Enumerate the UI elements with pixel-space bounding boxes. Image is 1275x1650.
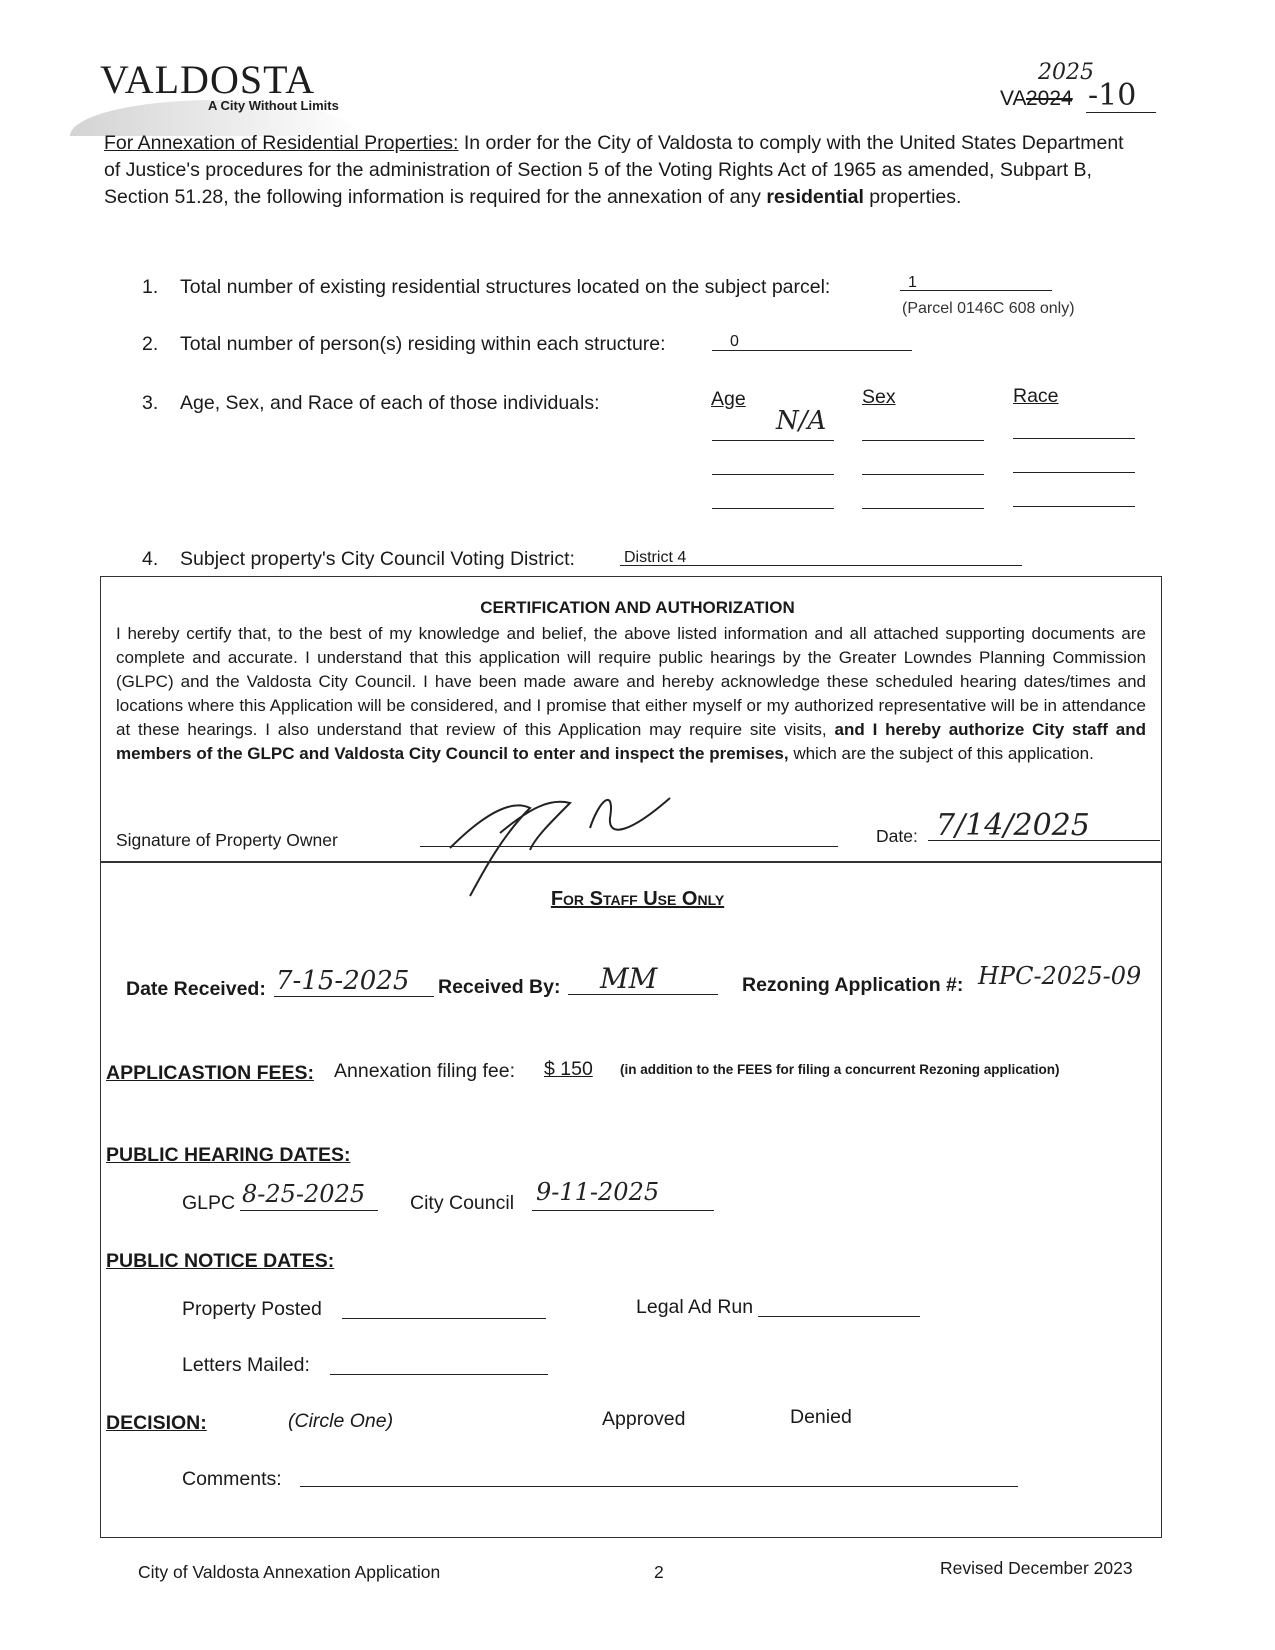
decision-label: DECISION: — [106, 1412, 207, 1434]
date-received-label: Date Received: — [126, 978, 266, 1000]
footer-page-number: 2 — [654, 1562, 664, 1582]
glpc-line — [240, 1210, 378, 1211]
logo-wordmark: VALDOSTA — [100, 57, 316, 102]
comments-line — [300, 1486, 1018, 1487]
q3-line — [712, 440, 834, 441]
fee-text: Annexation filing fee: — [334, 1060, 516, 1082]
form-prefix: VA — [1000, 87, 1027, 110]
certification-text: I hereby certify that, to the best of my knowledge and belief, the above listed information and all attached supporting documents are complete and accurate. I understand that this application will require public hearings by the Greater Lowndes Planning Commission (GLPC) and the Valdosta City Council. I have been made aware and hereby acknowledge these scheduled hearing dates/times and locations where this Application will be considered, and I promise that either myself or my authorized representative will be in attendance at these hearings. I also understand that review of this Application may require site visits, — [116, 624, 1146, 739]
letters-label: Letters Mailed: — [182, 1354, 310, 1376]
q4-number: 4. — [142, 548, 159, 570]
glpc-value: 8-25-2025 — [242, 1180, 366, 1208]
rezoning-value: HPC-2025-09 — [978, 962, 1142, 990]
signature-label: Signature of Property Owner — [116, 830, 338, 850]
form-number-underline — [1086, 112, 1156, 113]
q3-col-age: Age — [711, 388, 746, 410]
circle-one: (Circle One) — [288, 1410, 394, 1432]
footer-left: City of Valdosta Annexation Application — [138, 1562, 441, 1582]
comments-label: Comments: — [182, 1468, 282, 1490]
q3-line — [1013, 472, 1135, 473]
fee-note: (in addition to the FEES for filing a concurrent Rezoning application) — [620, 1062, 1060, 1077]
council-line — [532, 1210, 714, 1211]
q3-line — [1013, 506, 1135, 507]
q3-col-sex: Sex — [862, 386, 896, 408]
date-received-value: 7-15-2025 — [276, 966, 410, 996]
glpc-label: GLPC — [182, 1192, 236, 1214]
q1-label: Total number of existing residential structures located on the subject parcel: — [180, 276, 831, 298]
council-value: 9-11-2025 — [536, 1178, 660, 1206]
notice-label: PUBLIC NOTICE DATES: — [106, 1250, 335, 1272]
intro-text-end: properties. — [869, 186, 962, 208]
received-by-value: MM — [600, 962, 658, 995]
received-by-label: Received By: — [438, 976, 561, 998]
intro-paragraph — [104, 130, 1144, 211]
council-label: City Council — [410, 1192, 515, 1214]
intro-heading: For Annexation of Residential Properties: — [104, 132, 459, 154]
q1-note: (Parcel 0146C 608 only) — [902, 300, 1075, 317]
fees-label: APPLICASTION FEES: — [106, 1062, 315, 1084]
q3-line — [862, 508, 984, 509]
q3-line — [1013, 438, 1135, 439]
posted-line — [342, 1318, 546, 1319]
q1-answer-line — [900, 290, 1052, 291]
certification-authorization: and I hereby authorize City staff and members of the GLPC and Valdosta City Council to enter and inspect the premises, — [116, 720, 1146, 763]
certification-body — [116, 622, 1146, 766]
q3-line — [712, 474, 834, 475]
form-year-handwritten: 2025 — [1038, 60, 1094, 85]
date-received-line — [274, 996, 434, 997]
intro-bold-word: residential — [766, 186, 864, 208]
q4-label: Subject property's City Council Voting District: — [180, 548, 575, 570]
decision-approved: Approved — [602, 1408, 686, 1430]
letters-line — [330, 1374, 548, 1375]
q3-value: N/A — [776, 406, 827, 436]
date-value: 7/14/2025 — [936, 808, 1090, 843]
q1-number: 1. — [142, 276, 159, 298]
q4-value: District 4 — [624, 549, 687, 566]
certification-tail: which are the subject of this application. — [793, 744, 1094, 763]
legal-ad-label: Legal Ad Run — [636, 1296, 754, 1318]
rezoning-label: Rezoning Application #: — [742, 974, 964, 996]
q2-number: 2. — [142, 333, 159, 355]
q3-col-race: Race — [1013, 385, 1059, 407]
intro-text: In order for the City of Valdosta to comply with the United States Department of Justice's procedures for the administration of Section 5 of the Voting Rights Act of 1965 as amended, Subpart B, Section 51.28, the following information is required for the annexation of any — [104, 132, 1124, 208]
q3-line — [712, 508, 834, 509]
q3-number: 3. — [142, 392, 159, 414]
form-year-struck: 2024 — [1026, 87, 1073, 110]
footer-right: Revised December 2023 — [940, 1558, 1133, 1578]
date-line — [928, 840, 1160, 841]
q2-answer-line — [712, 350, 912, 351]
form-suffix: -10 — [1088, 78, 1137, 113]
received-by-line — [568, 994, 718, 995]
date-label: Date: — [876, 826, 918, 846]
fee-value: $ 150 — [544, 1058, 593, 1080]
q3-label: Age, Sex, and Race of each of those individuals: — [180, 392, 600, 414]
q2-label: Total number of person(s) residing within each structure: — [180, 333, 666, 355]
staff-title: For Staff Use Only — [550, 888, 725, 910]
hearing-label: PUBLIC HEARING DATES: — [106, 1144, 351, 1166]
q4-answer-line — [620, 565, 1022, 566]
q3-line — [862, 474, 984, 475]
form-number — [1000, 60, 1160, 112]
q2-value: 0 — [730, 333, 739, 350]
posted-label: Property Posted — [182, 1298, 322, 1320]
decision-denied: Denied — [790, 1406, 852, 1428]
q1-value: 1 — [908, 274, 917, 291]
q3-line — [862, 440, 984, 441]
logo-tagline: A City Without Limits — [208, 98, 339, 113]
certification-title: CERTIFICATION AND AUTHORIZATION — [480, 598, 795, 617]
legal-ad-line — [758, 1316, 920, 1317]
